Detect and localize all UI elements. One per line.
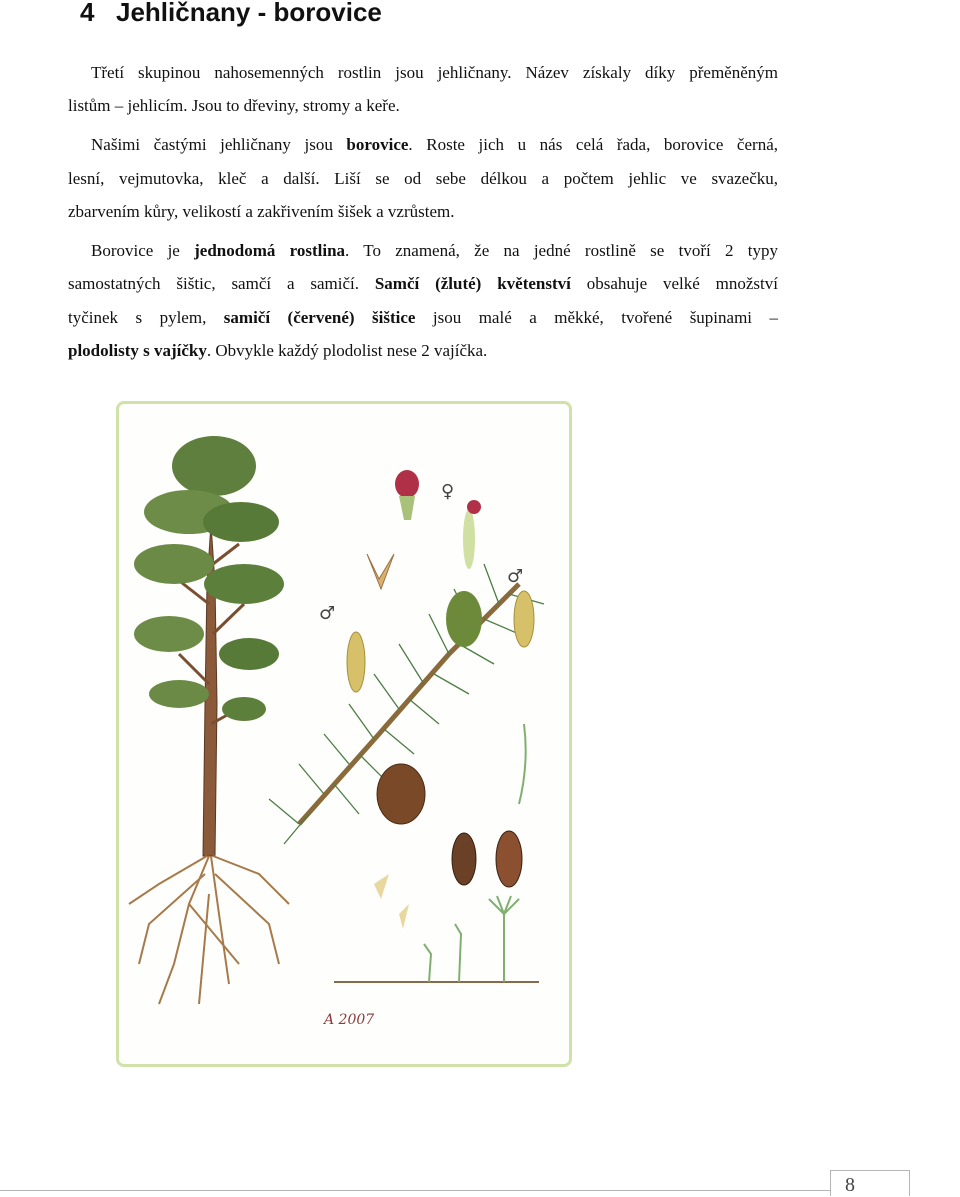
paragraph-3-line-2 — [68, 273, 778, 295]
paragraph-3-line-3 — [68, 307, 778, 329]
female-symbol: ♀ — [441, 481, 455, 502]
seed-wing — [374, 874, 389, 899]
bold-term-plodolisty: plodolisty s vajíčky — [68, 341, 207, 360]
paragraph-2-line-3: zbarvením kůry, velikostí a zakřivením šišek a vzrůstem. — [68, 202, 455, 221]
new-shoot — [463, 509, 475, 569]
paragraph-2-line-1 — [91, 134, 778, 156]
female-cone-closeup — [395, 470, 419, 498]
male-symbol: ♂ — [507, 566, 524, 587]
pine-branch — [269, 509, 544, 844]
page-number-box — [830, 1170, 910, 1196]
text-run: . Roste jich u nás celá řada, borovice černá, — [408, 135, 778, 154]
page-number: 8 — [845, 1174, 855, 1196]
paragraph-3-line-4 — [68, 340, 487, 362]
female-cone-bud — [467, 500, 481, 514]
text-run: samostatných šištic, samčí a samičí. — [68, 274, 375, 293]
winged-seed — [452, 833, 476, 885]
female-cone-stalk — [399, 496, 415, 520]
young-cone — [446, 591, 482, 647]
text-run: tyčinek s pylem, — [68, 308, 224, 327]
text-run: . To znamená, že na jedné rostlině se tvoří 2 typy — [345, 241, 778, 260]
bold-term-jednodoma: jednodomá rostlina — [194, 241, 346, 260]
section-number: 4 — [80, 0, 95, 27]
male-catkin — [514, 591, 534, 647]
paragraph-1-line-2: listům – jehlicím. Jsou to dřeviny, stromy a keře. — [68, 96, 400, 115]
paragraph-2-line-2: lesní, vejmutovka, kleč a další. Liší se od sebe délkou a počtem jehlic ve svazečku, — [68, 169, 778, 188]
cone-scale — [367, 554, 394, 589]
winged-seed — [496, 831, 522, 887]
pine-illustration-drawing — [119, 404, 569, 1064]
text-run: . Obvykle každý plodolist nese 2 vajíčka. — [206, 341, 488, 360]
paragraph-1-line-1: Třetí skupinou nahosemenných rostlin jsou jehličnany. Název získaly díky přeměněným — [91, 63, 778, 82]
pine-tree — [134, 436, 284, 856]
bold-term-borovice: borovice — [346, 135, 409, 154]
male-symbol: ♂ — [319, 603, 336, 624]
text-run: Borovice je — [91, 241, 195, 260]
paragraph-3-line-1 — [91, 240, 778, 262]
pine-needle — [519, 724, 526, 804]
seed-wing — [399, 904, 409, 929]
seedlings — [424, 896, 519, 982]
footer-rule — [0, 1190, 830, 1191]
bold-term-samici: samičí (červené) šištice — [223, 308, 416, 327]
male-catkin — [347, 632, 365, 692]
text-run: Našimi častými jehličnany jsou — [91, 135, 347, 154]
artist-signature: A 2007 — [324, 1012, 375, 1028]
bold-term-samci: Samčí (žluté) květenství — [374, 274, 571, 293]
mature-cone — [377, 764, 425, 824]
pine-illustration — [116, 401, 572, 1067]
pine-roots — [129, 856, 289, 1004]
section-heading — [80, 0, 382, 28]
text-run: jsou malé a měkké, tvořené šupinami – — [415, 308, 778, 327]
text-run: obsahuje velké množství — [570, 274, 778, 293]
section-title: Jehličnany - borovice — [116, 0, 382, 27]
